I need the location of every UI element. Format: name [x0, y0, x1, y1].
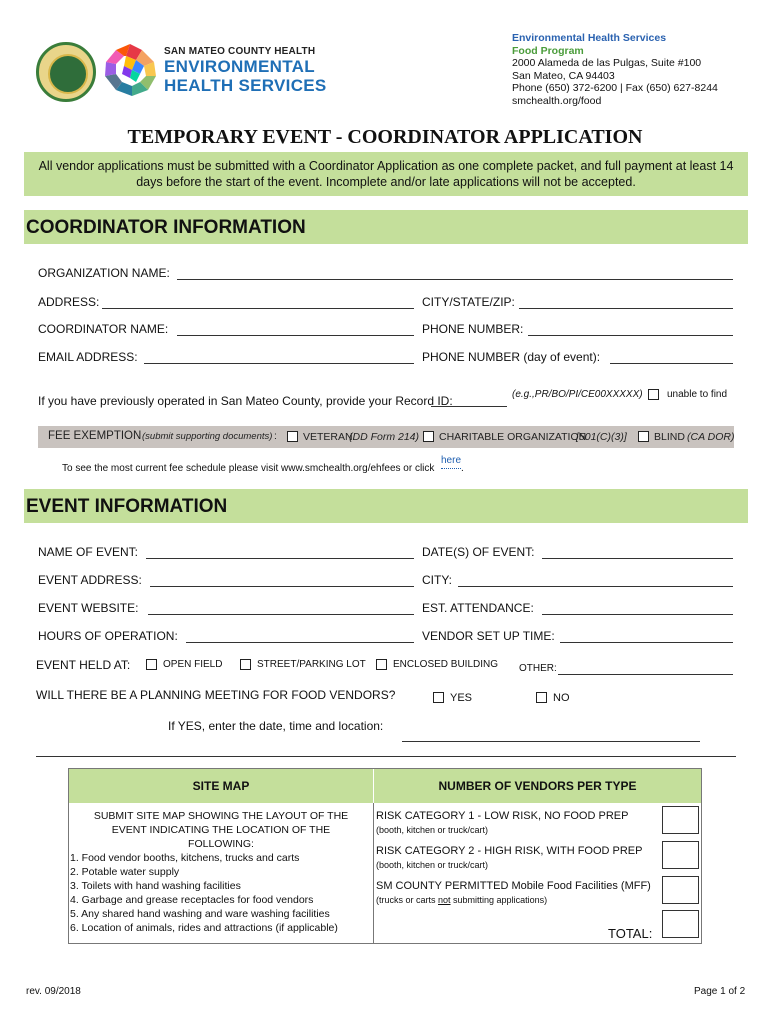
other-field[interactable] — [558, 674, 733, 675]
meeting-details-field-2[interactable] — [36, 756, 736, 757]
risk2-label: RISK CATEGORY 2 - HIGH RISK, WITH FOOD PREP — [376, 845, 643, 857]
other-label: OTHER: — [519, 663, 557, 674]
coordinator-name-label: COORDINATOR NAME: — [38, 322, 169, 336]
fee-exemption-note: (submit supporting documents) — [142, 431, 273, 442]
org-name-label: ORGANIZATION NAME: — [38, 266, 170, 280]
email-field[interactable] — [144, 363, 414, 364]
planning-meeting-question: WILL THERE BE A PLANNING MEETING FOR FOOD VENDORS? — [36, 688, 396, 702]
event-address-label: EVENT ADDRESS: — [38, 573, 142, 587]
event-city-field[interactable] — [458, 586, 733, 587]
ehs-mosaic-logo — [102, 42, 158, 98]
city-state-zip-field[interactable] — [519, 308, 733, 309]
address-web: smchealth.org/food — [512, 94, 602, 107]
charitable-label: CHARITABLE ORGANIZATION — [439, 431, 587, 443]
brand-line-2: ENVIRONMENTAL — [164, 57, 315, 76]
table-divider — [373, 803, 374, 943]
address-city: San Mateo, CA 94403 — [512, 69, 615, 82]
site-map-item: 5. Any shared hand washing and ware washing facilities — [70, 908, 330, 920]
event-dates-label: DATE(S) OF EVENT: — [422, 545, 535, 559]
address-dept: Environmental Health Services — [512, 32, 667, 44]
charitable-checkbox[interactable] — [423, 431, 434, 442]
revision-date: rev. 09/2018 — [26, 986, 81, 997]
fee-schedule-text: To see the most current fee schedule please visit www.smchealth.org/ehfees or click — [62, 463, 435, 474]
mff-label: SM COUNTY PERMITTED Mobile Food Facilities (MFF) — [376, 880, 651, 892]
mff-count-field[interactable] — [662, 876, 699, 904]
site-map-intro-1: SUBMIT SITE MAP SHOWING THE LAYOUT OF THE — [93, 810, 349, 822]
setup-time-field[interactable] — [560, 642, 733, 643]
site-map-intro-2: EVENT INDICATING THE LOCATION OF THE — [111, 824, 331, 836]
setup-time-label: VENDOR SET UP TIME: — [422, 629, 555, 643]
phone-field[interactable] — [528, 335, 733, 336]
site-map-item: 6. Location of animals, rides and attractions (if applicable) — [70, 922, 338, 934]
planning-yes-label: YES — [450, 692, 473, 704]
mff-note: (trucks or carts not submitting applications) — [376, 895, 548, 905]
event-dates-field[interactable] — [542, 558, 733, 559]
charitable-note: [501(C)(3)] — [576, 431, 627, 443]
event-name-label: NAME OF EVENT: — [38, 545, 139, 559]
total-count-field[interactable] — [662, 910, 699, 938]
enclosed-building-label: ENCLOSED BUILDING — [393, 659, 499, 670]
street-lot-label: STREET/PARKING LOT — [257, 659, 366, 670]
site-map-item: 1. Food vendor booths, kitchens, trucks and carts — [70, 852, 300, 864]
attendance-field[interactable] — [542, 614, 733, 615]
if-yes-label: If YES, enter the date, time and location: — [168, 719, 384, 733]
email-label: EMAIL ADDRESS: — [38, 350, 138, 364]
vendors-per-type-header: NUMBER OF VENDORS PER TYPE — [374, 769, 701, 803]
site-map-item: 2. Potable water supply — [70, 866, 180, 878]
brand-line-3: HEALTH SERVICES — [164, 76, 327, 95]
brand-line-1: SAN MATEO COUNTY HEALTH — [164, 46, 316, 57]
page-number: Page 1 of 2 — [694, 986, 746, 997]
meeting-details-field-1[interactable] — [402, 741, 700, 742]
address-program: Food Program — [512, 44, 584, 57]
event-website-field[interactable] — [148, 614, 414, 615]
address-street: 2000 Alameda de las Pulgas, Suite #100 — [512, 57, 702, 69]
planning-yes-checkbox[interactable] — [433, 692, 444, 703]
attendance-label: EST. ATTENDANCE: — [422, 601, 534, 615]
open-field-label: OPEN FIELD — [163, 659, 223, 670]
event-section-heading: EVENT INFORMATION — [24, 489, 748, 523]
risk1-label: RISK CATEGORY 1 - LOW RISK, NO FOOD PREP — [376, 810, 629, 822]
event-name-field[interactable] — [146, 558, 414, 559]
veteran-checkbox[interactable] — [287, 431, 298, 442]
hours-label: HOURS OF OPERATION: — [38, 629, 178, 643]
enclosed-building-checkbox[interactable] — [376, 659, 387, 670]
planning-no-checkbox[interactable] — [536, 692, 547, 703]
phone-event-field[interactable] — [610, 363, 733, 364]
planning-no-label: NO — [553, 692, 570, 704]
city-state-zip-label: CITY/STATE/ZIP: — [422, 295, 515, 309]
phone-event-label: PHONE NUMBER (day of event): — [422, 350, 601, 364]
risk1-count-field[interactable] — [662, 806, 699, 834]
unable-to-find-label: unable to find — [667, 389, 728, 400]
site-map-header: SITE MAP — [69, 769, 373, 803]
site-map-item: 3. Toilets with hand washing facilities — [70, 880, 241, 892]
risk1-note: (booth, kitchen or truck/cart) — [376, 825, 489, 835]
site-map-instructions — [69, 809, 373, 935]
blind-note: (CA DOR) — [687, 431, 735, 443]
fee-schedule-here-link[interactable]: here — [441, 455, 461, 469]
blind-checkbox[interactable] — [638, 431, 649, 442]
record-id-example: (e.g.,PR/BO/PI/CE00XXXXX) — [512, 389, 643, 400]
event-address-field[interactable] — [150, 586, 414, 587]
event-website-label: EVENT WEBSITE: — [38, 601, 139, 615]
coordinator-section-heading: COORDINATOR INFORMATION — [24, 210, 748, 244]
address-label: ADDRESS: — [38, 295, 100, 309]
org-name-field[interactable] — [177, 279, 733, 280]
submission-notice: All vendor applications must be submitted with a Coordinator Application as one complete packet, and full payment at least 14 days before the start of the event. Incomplete and/or late applications will not be accepted. — [24, 152, 748, 196]
fee-schedule-period: . — [461, 463, 464, 474]
address-phone: Phone (650) 372-6200 | Fax (650) 627-8244 — [512, 82, 718, 94]
address-field[interactable] — [102, 308, 414, 309]
site-map-item: 4. Garbage and grease receptacles for food vendors — [70, 894, 314, 906]
fee-exemption-label: FEE EXEMPTION — [48, 430, 142, 442]
street-lot-checkbox[interactable] — [240, 659, 251, 670]
total-label: TOTAL: — [608, 926, 653, 941]
open-field-checkbox[interactable] — [146, 659, 157, 670]
veteran-note: (DD Form 214) — [349, 431, 420, 443]
phone-label: PHONE NUMBER: — [422, 322, 524, 336]
page-title: TEMPORARY EVENT - COORDINATOR APPLICATION — [127, 126, 643, 148]
record-id-label: If you have previously operated in San Mateo County, provide your Record ID: — [38, 394, 453, 408]
risk2-count-field[interactable] — [662, 841, 699, 869]
coordinator-name-field[interactable] — [177, 335, 414, 336]
risk2-note: (booth, kitchen or truck/cart) — [376, 860, 489, 870]
unable-to-find-checkbox[interactable] — [648, 389, 659, 400]
blind-label: BLIND — [654, 431, 685, 443]
record-id-field[interactable] — [431, 406, 507, 407]
veteran-label: VETERAN — [303, 431, 353, 443]
hours-field[interactable] — [186, 642, 414, 643]
fee-exemption-colon: : — [274, 430, 277, 442]
event-city-label: CITY: — [422, 573, 453, 587]
fee-exemption-bar — [38, 426, 734, 448]
held-at-label: EVENT HELD AT: — [36, 658, 131, 672]
address-block — [512, 32, 718, 107]
county-seal-logo — [36, 42, 96, 102]
site-map-intro-3: FOLLOWING: — [188, 838, 254, 850]
